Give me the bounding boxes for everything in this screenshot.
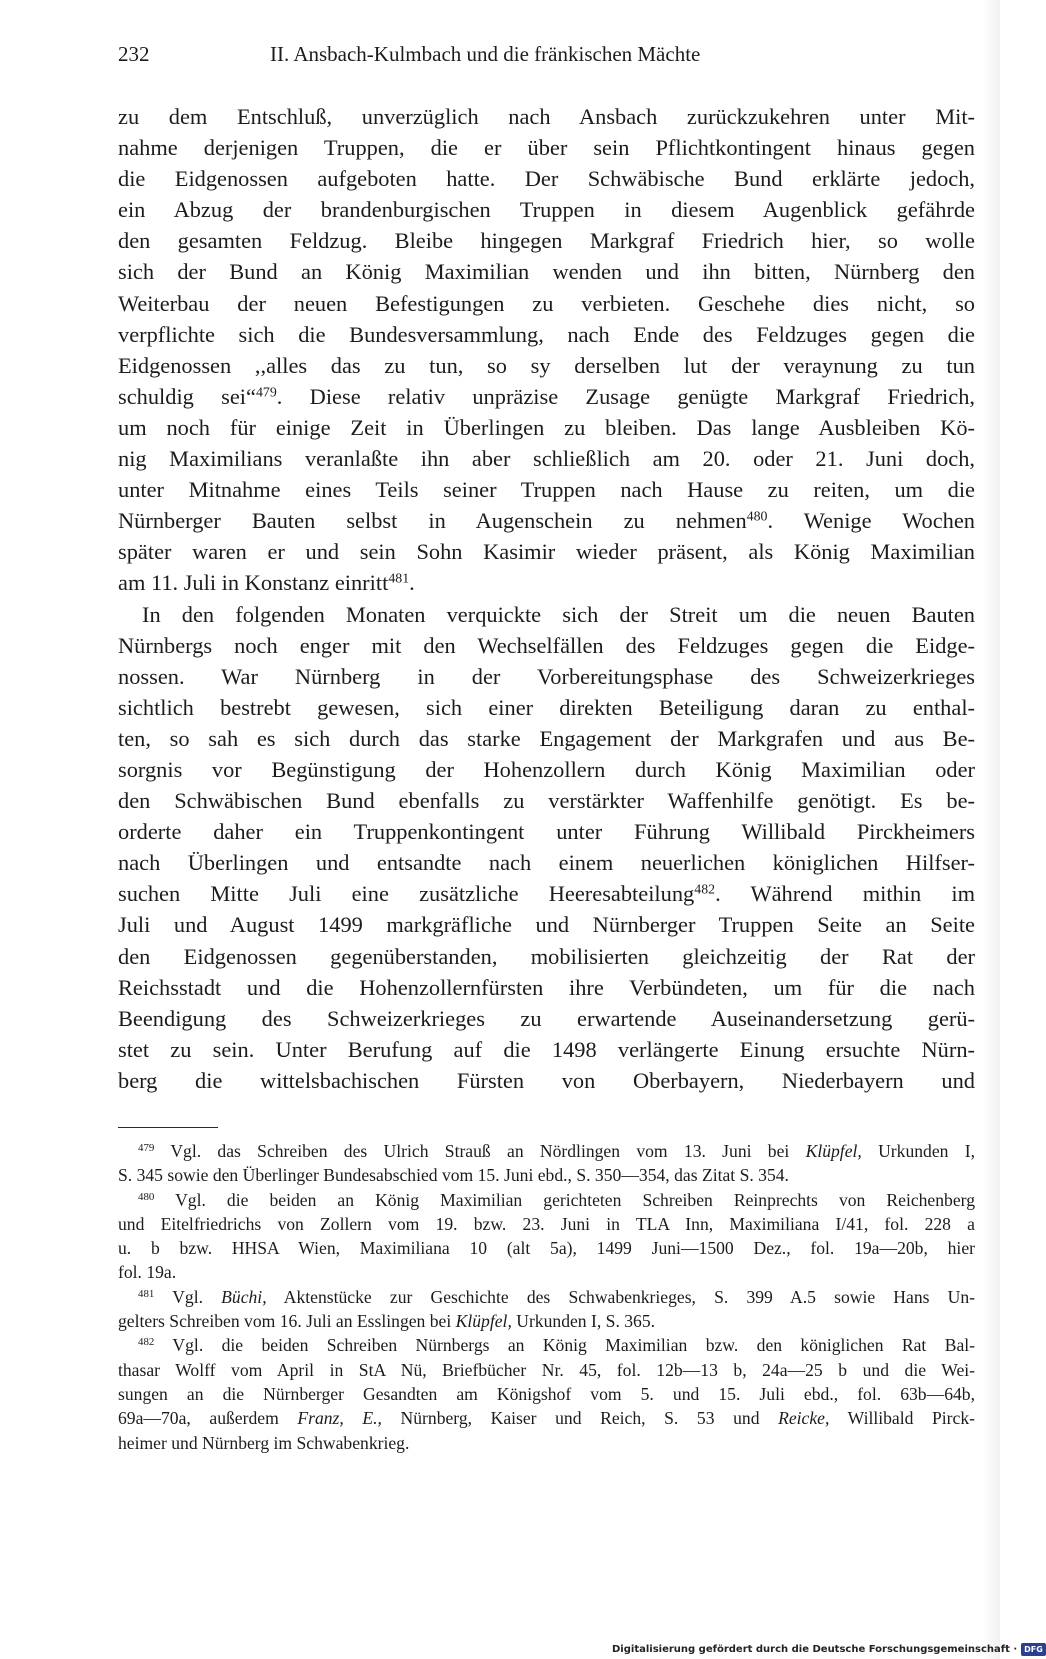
author-name: Büchi, [221,1286,267,1307]
text-segment: Vgl. [154,1286,222,1307]
text-segment: am 11. Juli in Konstanz einritt [118,570,389,596]
footnote-line: fol. 19a. [118,1262,177,1283]
text-segment: Vgl. das Schreiben des Ulrich Strauß an Nördlingen vom 13. Juni bei [154,1141,806,1161]
footnote-line: u. b bzw. HHSA Wien, Maximiliana 10 (alt 5a), 1499 Juni—1500 Dez., fol. 19a—20b, hier [118,1238,975,1259]
text-line: In den folgenden Monaten verquickte sich der Streit um die neuen Bauten [142,601,975,627]
text-line: ten, so sah es sich durch das starke Engagement der Markgrafen und aus Be- [118,725,975,751]
footnote-line: sungen an die Nürnberger Gesandten am Königshof vom 5. und 15. Juli ebd., fol. 63b—64b, [118,1383,975,1404]
text-line: orderte daher ein Truppenkontingent unter Führung Willibald Pirckheimers [118,819,975,845]
footnote-ref-480[interactable]: 480 [746,509,768,525]
text-segment: gelters Schreiben vom 16. Juli an Esslingen bei [118,1311,456,1332]
text-line: den Eidgenossen gegenüberstanden, mobilisierten gleichzeitig der Rat der [118,943,975,969]
footnotes [118,1139,975,1455]
author-name: Klüpfel, [455,1311,512,1332]
text-segment: Nürnberger Bauten selbst in Augenschein zu nehmen [118,508,747,534]
body-text [118,101,975,1096]
text-segment: . [409,570,415,596]
scan-edge-shadow [982,0,1000,1659]
text-segment: Willibald Pirck- [829,1408,975,1429]
footnote-number: 480 [138,1190,155,1203]
text-line: zu dem Entschluß, unverzüglich nach Ansbach zurückzukehren unter Mit- [118,104,975,129]
footnote-separator-rule [118,1127,218,1128]
footnote-number: 479 [138,1142,155,1154]
text-line: die Eidgenossen aufgeboten hatte. Der Schwäbische Bund erklärte jedoch, [118,166,975,192]
text-segment: . Wenige Wochen [767,508,975,534]
text-segment: Urkunden I, [861,1141,975,1161]
footnote-479 [118,1139,975,1188]
text-line: Weiterbau der neuen Befestigungen zu verbieten. Geschehe dies nicht, so [118,290,975,316]
footnote-line: S. 345 sowie den Überlinger Bundesabschied vom 15. Juni ebd., S. 350—354, das Zitat S. 354. [118,1165,789,1186]
text-line: nahme derjenigen Truppen, die er über sein Pflichtkontingent hinaus gegen [118,135,975,161]
page-header [118,42,978,72]
footnote-ref-482[interactable]: 482 [694,882,716,898]
text-line: sichtlich bestrebt gewesen, sich einer direkten Beteiligung daran zu enthal- [118,694,975,720]
text-line [118,567,975,598]
text-line: sorgnis vor Begünstigung der Hohenzollern durch König Maximilian oder [118,756,975,782]
paragraph-1 [118,101,975,599]
text-line: Nürnbergs noch enger mit den Wechselfällen des Feldzuges gegen die Eidge- [118,632,975,658]
text-line: nach Überlingen und entsandte nach einem neuerlichen königlichen Hilfser- [118,850,975,876]
footnote-line [118,1139,975,1163]
text-line: um noch für einige Zeit in Überlingen zu bleiben. Das lange Ausbleiben Kö- [118,414,975,440]
text-line [118,381,975,412]
text-line: nossen. War Nürnberg in der Vorbereitungsphase des Schweizerkrieges [118,663,975,689]
footnote-481 [118,1285,975,1334]
text-line: ein Abzug der brandenburgischen Truppen in diesem Augenblick gefährde [118,197,975,223]
text-segment: Vgl. die beiden an König Maximilian gerichteten Schreiben Reinprechts von Reichenberg [154,1189,975,1210]
footnote-line: heimer und Nürnberg im Schwabenkrieg. [118,1432,410,1453]
text-line: sich der Bund an König Maximilian wenden und ihn bitten, Nürnberg den [118,259,975,285]
text-segment: 69a—70a, außerdem [118,1408,298,1429]
text-line: Juli und August 1499 markgräfliche und Nürnberger Truppen Seite an Seite [118,912,975,938]
footnote-line [118,1333,975,1357]
text-line: stet zu sein. Unter Berufung auf die 1498 verlängerte Einung ersuchte Nürn- [118,1036,975,1062]
text-segment: . Diese relativ unpräzise Zusage genügte Markgraf Friedrich, [276,383,975,409]
text-line [118,505,975,536]
text-line: den Schwäbischen Bund ebenfalls zu verstärkter Waffenhilfe genötigt. Es be- [118,788,975,814]
footnote-number: 481 [138,1287,155,1300]
text-segment: Nürnberg, Kaiser und Reich, S. 53 und [381,1408,779,1429]
text-line: später waren er und sein Sohn Kasimir wieder präsent, als König Maximilian [118,539,975,565]
text-segment: . Während mithin im [715,881,975,907]
text-segment: Aktenstücke zur Geschichte des Schwabenkrieges, S. 399 A.5 sowie Hans Un- [266,1286,975,1307]
footnote-line [118,1188,975,1212]
dfg-logo: DFG [1021,1643,1046,1656]
footnote-line: und Eitelfriedrichs von Zollern vom 19. bzw. 23. Juni in TLA Inn, Maximiliana I/41, fol. 228 a [118,1213,975,1234]
text-line: unter Mitnahme eines Teils seiner Truppen nach Hause zu reiten, um die [118,477,975,503]
text-line: Reichsstadt und die Hohenzollernfürsten ihre Verbündeten, um für die nach [118,974,975,1000]
text-line: berg die wittelsbachischen Fürsten von Oberbayern, Niederbayern und [118,1067,975,1093]
text-segment: Vgl. die beiden Schreiben Nürnbergs an König Maximilian bzw. den königlichen Rat Bal- [154,1335,975,1356]
footnote-line [118,1309,975,1333]
paragraph-2 [118,599,975,1097]
footnote-ref-479[interactable]: 479 [255,385,277,401]
footnote-ref-481[interactable]: 481 [388,571,410,587]
credit-text: Digitalisierung gefördert durch die Deutsche Forschungsgemeinschaft · [612,1643,1018,1655]
text-segment: suchen Mitte Juli eine zusätzliche Heeresabteilung [118,881,695,907]
text-line: verpflichte sich die Bundesversammlung, nach Ende des Feldzuges gegen die [118,321,975,347]
author-name: Franz, E., [297,1408,382,1429]
text-line: nig Maximilians veranlaßte ihn aber schließlich am 20. oder 21. Juni doch, [118,446,975,472]
text-segment: schuldig sei“ [118,383,256,409]
footnote-482 [118,1333,975,1454]
text-line: Eidgenossen ,,alles das zu tun, so sy derselben lut der veraynung zu tun [118,352,975,378]
footnote-480 [118,1188,975,1285]
text-line [118,878,975,909]
footnote-line: thasar Wolff vom April in StA Nü, Briefbücher Nr. 45, fol. 12b—13 b, 24a—25 b und die Wei- [118,1359,975,1380]
author-name: Klüpfel, [805,1141,862,1161]
text-line: Beendigung des Schweizerkrieges zu erwartende Auseinandersetzung gerü- [118,1005,975,1031]
footnote-line [118,1406,975,1430]
footnote-line [118,1285,975,1309]
footnote-number: 482 [138,1336,155,1349]
text-segment: Urkunden I, S. 365. [511,1311,656,1332]
running-head: II. Ansbach-Kulmbach und die fränkischen Mächte [270,42,701,66]
text-line: den gesamten Feldzug. Bleibe hingegen Markgraf Friedrich hier, so wolle [118,228,975,254]
digitization-credit [612,1641,1043,1657]
author-name: Reicke, [778,1408,830,1429]
page-number: 232 [118,42,150,66]
